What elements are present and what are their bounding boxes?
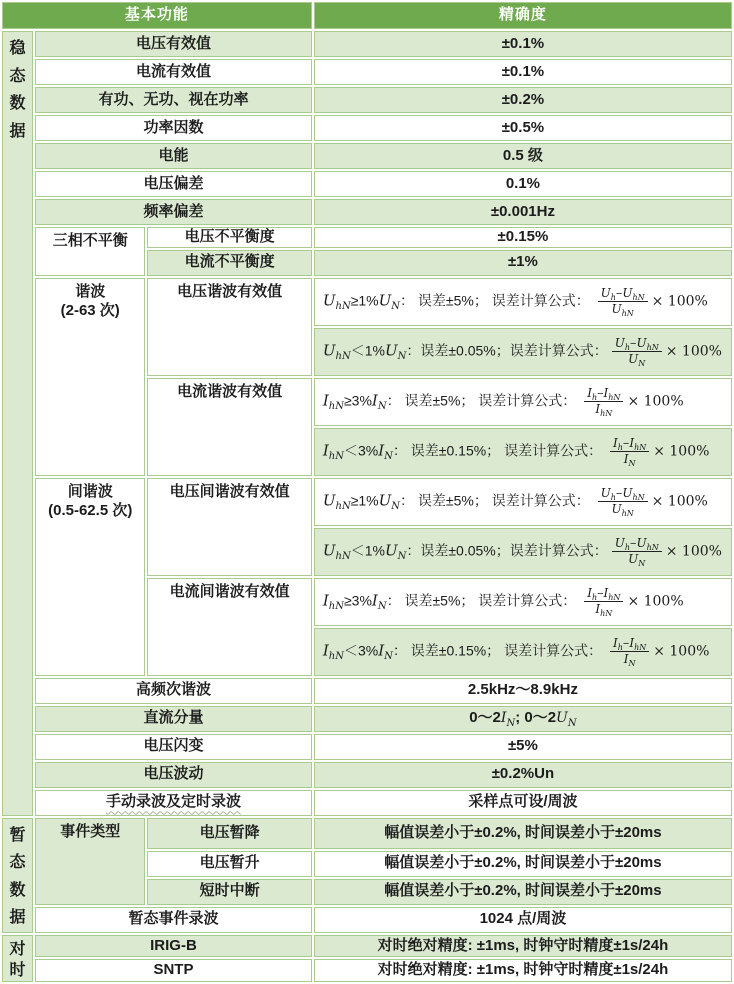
row-irigb xyxy=(2,935,732,958)
value-harmonic-voltage-lt: $U_{hN}<1\%U_N$：误差±0.05%；误差计算公式： $\frac{U_h-U_{hN}}{U_N}$ × 100% xyxy=(314,328,732,376)
label-event-type: 事件类型 xyxy=(35,818,145,905)
value-voltage-sag: 幅值误差小于±0.2%, 时间误差小于±20ms xyxy=(314,818,732,849)
value-fluctuation: ±0.2%Un xyxy=(314,762,732,788)
row-current-rms xyxy=(2,59,732,85)
value-sntp: 对时绝对精度: ±1ms, 时钟守时精度±1s/24h xyxy=(314,959,732,982)
group-steady-state-label: 稳态数据 xyxy=(9,40,26,140)
row-power-factor xyxy=(2,115,732,141)
value-manual-record: 采样点可设/周波 xyxy=(314,790,732,816)
row-powers xyxy=(2,87,732,113)
row-voltage-unbalance xyxy=(2,227,732,248)
label-voltage-rms: 电压有效值 xyxy=(35,31,312,57)
value-voltage-swell: 幅值误差小于±0.2%, 时间误差小于±20ms xyxy=(314,851,732,877)
label-frequency-deviation: 频率偏差 xyxy=(35,199,312,225)
row-harmonic-voltage-ge xyxy=(2,278,732,326)
group-steady-state xyxy=(2,31,33,816)
value-high-freq-harmonics: 2.5kHz～8.9kHz xyxy=(314,678,732,704)
label-voltage-deviation: 电压偏差 xyxy=(35,171,312,197)
group-transient xyxy=(2,818,33,933)
value-transient-record: 1024 点/周波 xyxy=(314,907,732,933)
value-harmonic-current-lt: $I_{hN}<3\%I_N$： 误差±0.15%； 误差计算公式： $\frac{I_h-I_{hN}}{I_N}$ × 100% xyxy=(314,428,732,476)
row-sntp xyxy=(2,959,732,982)
label-interharmonic-voltage-rms: 电压间谐波有效值 xyxy=(147,478,311,576)
header-basic-functions: 基本功能 xyxy=(2,2,312,29)
value-current-unbalance: ±1% xyxy=(314,250,732,276)
label-voltage-sag: 电压暂降 xyxy=(147,818,311,849)
row-fluctuation xyxy=(2,762,732,788)
value-voltage-unbalance: ±0.15% xyxy=(314,227,732,248)
value-voltage-deviation: 0.1% xyxy=(314,171,732,197)
value-interharmonic-current-ge: $I_{hN}\ge 3\%I_N$： 误差±5%； 误差计算公式： $\frac{I_h-I_{hN}}{I_{hN}}$ × 100% xyxy=(314,578,732,626)
label-interharmonic-current-rms: 电流间谐波有效值 xyxy=(147,578,311,676)
value-powers: ±0.2% xyxy=(314,87,732,113)
value-energy: 0.5 级 xyxy=(314,143,732,169)
row-manual-record xyxy=(2,790,732,816)
value-harmonic-current-ge: $I_{hN}\ge 3\%I_N$： 误差±5%； 误差计算公式： $\frac{I_h-I_{hN}}{I_{hN}}$ × 100% xyxy=(314,378,732,426)
row-voltage-sag xyxy=(2,818,732,849)
row-energy xyxy=(2,143,732,169)
header-row xyxy=(2,2,732,29)
label-high-freq-harmonics: 高频次谐波 xyxy=(35,678,312,704)
group-timesync-label: 对时 xyxy=(9,940,26,979)
label-transient-record: 暂态事件录波 xyxy=(35,907,312,933)
label-harmonics-range: (2-63 次) xyxy=(60,301,120,319)
value-dc-component: $0\sim 2I_N$; $0\sim 2U_N$ xyxy=(314,706,732,732)
label-energy: 电能 xyxy=(35,143,312,169)
label-powers: 有功、无功、视在功率 xyxy=(35,87,312,113)
group-timesync xyxy=(2,935,33,982)
label-current-unbalance: 电流不平衡度 xyxy=(147,250,311,276)
label-interharmonics xyxy=(35,478,145,676)
value-irigb: 对时绝对精度: ±1ms, 时钟守时精度±1s/24h xyxy=(314,935,732,958)
label-irigb: IRIG-B xyxy=(35,935,312,958)
label-short-interruption: 短时中断 xyxy=(147,879,311,905)
row-high-freq-harmonics xyxy=(2,678,732,704)
value-frequency-deviation: ±0.001Hz xyxy=(314,199,732,225)
value-interharmonic-current-lt: $I_{hN}<3\%I_N$： 误差±0.15%； 误差计算公式： $\frac{I_h-I_{hN}}{I_N}$ × 100% xyxy=(314,628,732,676)
value-power-factor: ±0.5% xyxy=(314,115,732,141)
label-harmonic-current-rms: 电流谐波有效值 xyxy=(147,378,311,476)
row-interharmonic-voltage-ge xyxy=(2,478,732,526)
label-power-factor: 功率因数 xyxy=(35,115,312,141)
label-fluctuation: 电压波动 xyxy=(35,762,312,788)
label-flicker: 电压闪变 xyxy=(35,734,312,760)
row-dc-component xyxy=(2,706,732,732)
label-voltage-unbalance: 电压不平衡度 xyxy=(147,227,311,248)
label-harmonics xyxy=(35,278,145,476)
value-interharmonic-voltage-lt: $U_{hN}<1\%U_N$：误差±0.05%；误差计算公式： $\frac{U_h-U_{hN}}{U_N}$ × 100% xyxy=(314,528,732,576)
group-transient-label: 暂态数据 xyxy=(9,826,26,927)
value-harmonic-voltage-ge: $U_{hN}\ge 1\%U_N$： 误差±5%； 误差计算公式： $\frac{U_h-U_{hN}}{U_{hN}}$ × 100% xyxy=(314,278,732,326)
row-voltage-rms xyxy=(2,31,732,57)
label-harmonic-voltage-rms: 电压谐波有效值 xyxy=(147,278,311,376)
value-flicker: ±5% xyxy=(314,734,732,760)
value-current-rms: ±0.1% xyxy=(314,59,732,85)
label-current-rms: 电流有效值 xyxy=(35,59,312,85)
value-voltage-rms: ±0.1% xyxy=(314,31,732,57)
label-dc-component: 直流分量 xyxy=(35,706,312,732)
label-sntp: SNTP xyxy=(35,959,312,982)
value-short-interruption: 幅值误差小于±0.2%, 时间误差小于±20ms xyxy=(314,879,732,905)
label-voltage-swell: 电压暂升 xyxy=(147,851,311,877)
label-three-phase-unbalance: 三相不平衡 xyxy=(35,227,145,276)
label-manual-record xyxy=(35,790,312,816)
row-transient-record xyxy=(2,907,732,933)
value-interharmonic-voltage-ge: $U_{hN}\ge 1\%U_N$： 误差±5%； 误差计算公式： $\frac{U_h-U_{hN}}{U_{hN}}$ × 100% xyxy=(314,478,732,526)
label-interharmonics-title: 间谐波 xyxy=(67,482,113,500)
label-manual-record-text: 手动录波及定时录波 xyxy=(105,793,241,811)
header-accuracy: 精确度 xyxy=(314,2,732,29)
row-flicker xyxy=(2,734,732,760)
row-frequency-deviation xyxy=(2,199,732,225)
label-interharmonics-range: (0.5-62.5 次) xyxy=(48,501,133,519)
row-voltage-deviation xyxy=(2,171,732,197)
label-harmonics-title: 谐波 xyxy=(75,282,106,300)
